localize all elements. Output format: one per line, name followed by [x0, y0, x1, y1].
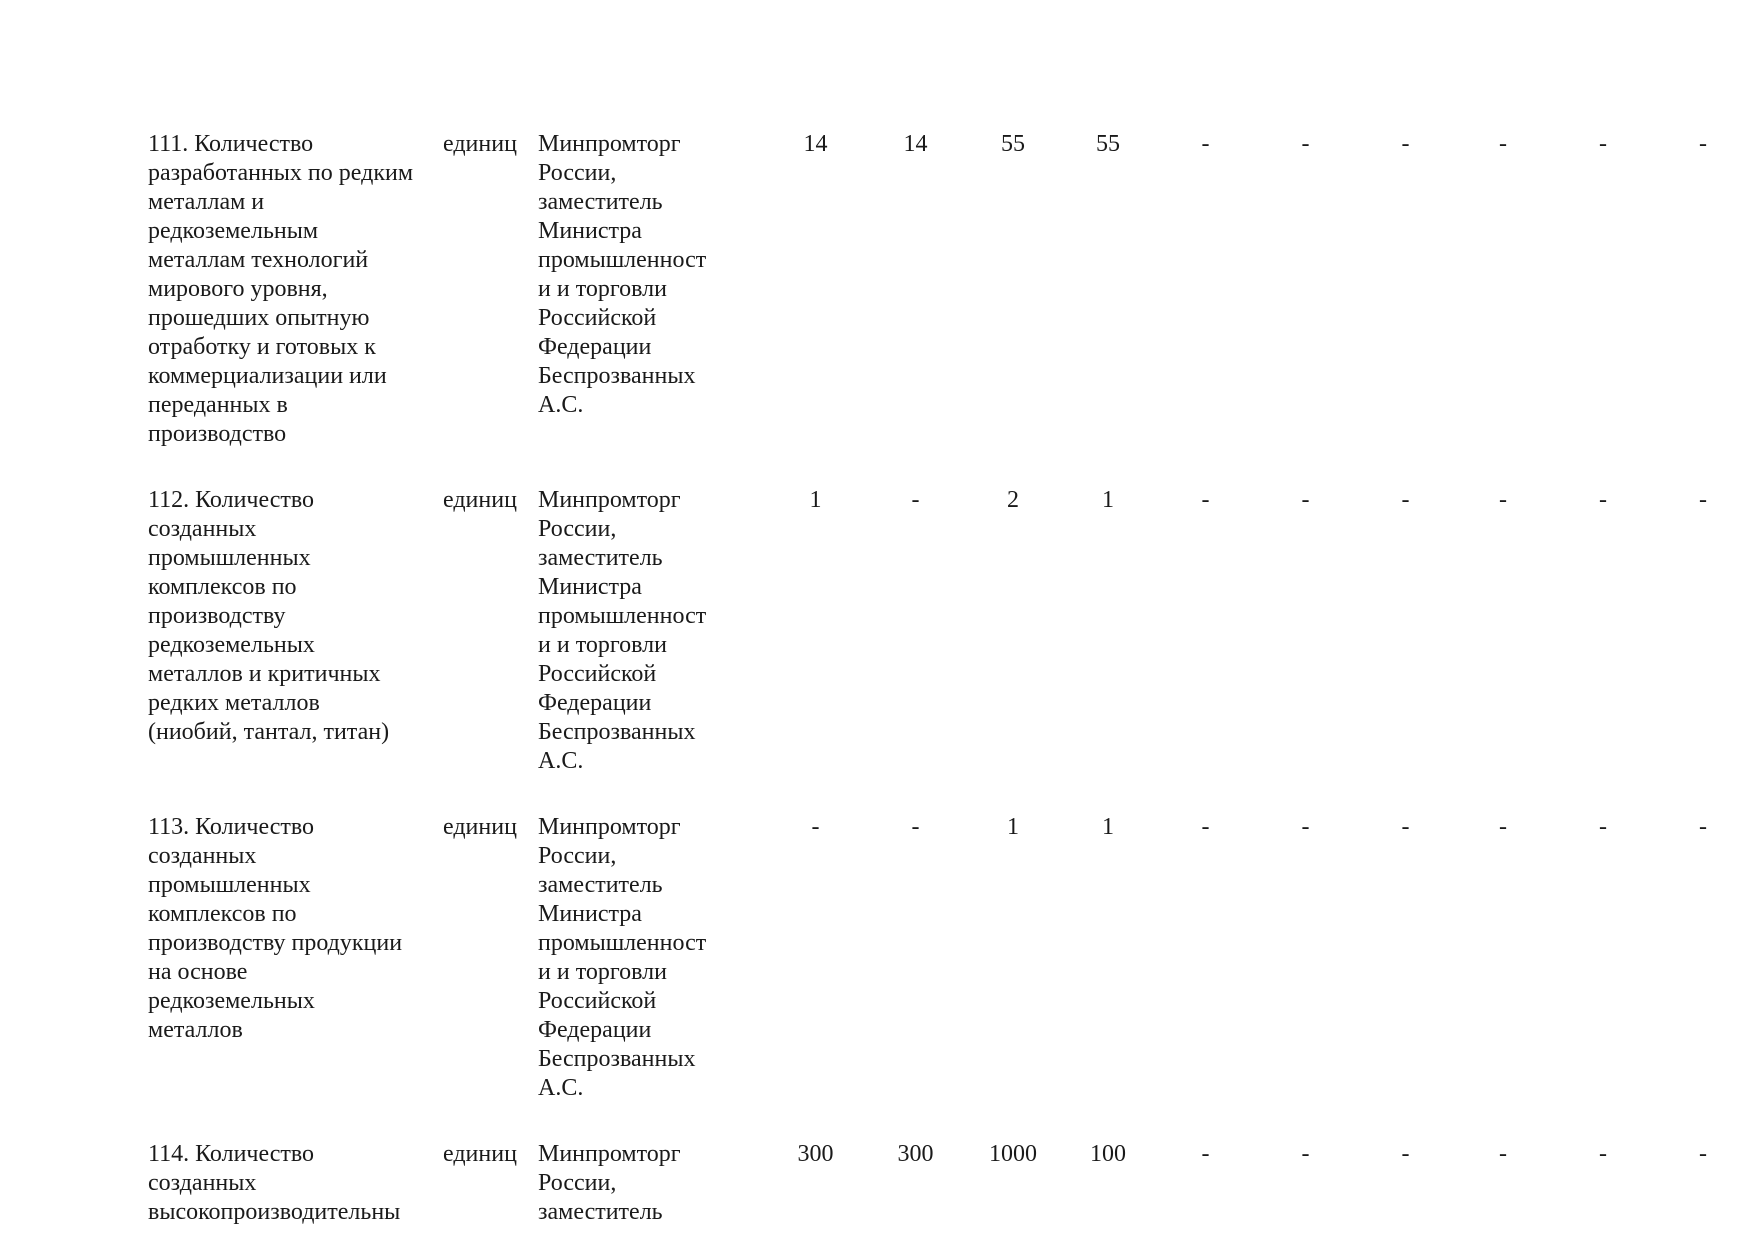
unit-cell [443, 1140, 538, 1227]
value-cell: - [811, 814, 820, 840]
responsible: Минпромторг России, заместитель Министра промышленност и и торговли Российской Федерации Беспрозванных А.С. [538, 487, 707, 774]
value-cell: 1 [1007, 814, 1019, 840]
indicator-name: 113. Количество созданных промышленных комплексов по производству продукции на основе редкоземельных металлов [148, 814, 403, 1043]
responsible-cell [538, 813, 768, 1140]
indicator-name: 112. Количество созданных промышленных комплексов по производству редкоземельных металлов и критичных редких металлов (ниобий, тантал, титан) [148, 487, 390, 745]
value-cell: 1 [809, 487, 822, 513]
responsible-cell [538, 486, 768, 813]
value-cell: 1000 [989, 1141, 1037, 1167]
unit: единиц [443, 814, 517, 840]
unit: единиц [443, 131, 517, 157]
unit-cell [443, 486, 538, 813]
value-cell: - [1201, 1141, 1210, 1167]
value-cell: 14 [803, 131, 828, 157]
value-cell: 55 [1001, 131, 1025, 157]
indicators-table [148, 130, 1753, 1227]
value-cell: - [1599, 1141, 1607, 1167]
value-cell: - [1301, 814, 1310, 840]
value-cell: - [1499, 487, 1507, 513]
value-cell: 1 [1102, 814, 1114, 840]
indicator-name-cell [148, 1140, 443, 1227]
value-cell: - [1201, 487, 1210, 513]
responsible: Минпромторг России, заместитель [538, 1141, 681, 1225]
value-cell: 100 [1090, 1141, 1126, 1167]
unit: единиц [443, 1141, 517, 1167]
value-cell: - [1401, 814, 1410, 840]
unit-cell [443, 130, 538, 486]
table-row [148, 486, 1753, 813]
unit: единиц [443, 487, 517, 513]
value-cell: - [1699, 487, 1707, 513]
indicator-name-cell [148, 813, 443, 1140]
table-row [148, 1140, 1753, 1227]
indicator-name: 114. Количество созданных высокопроизводительны [148, 1141, 401, 1225]
unit-cell [443, 813, 538, 1140]
value-cell: - [1499, 814, 1507, 840]
value-cell: 300 [797, 1141, 834, 1167]
value-cell: - [1699, 1141, 1707, 1167]
value-cell: - [1401, 487, 1410, 513]
table-row [148, 813, 1753, 1140]
value-cell: - [1301, 487, 1310, 513]
value-cell: 2 [1007, 487, 1019, 513]
value-cell: 14 [903, 131, 928, 157]
value-cell: - [911, 487, 920, 513]
responsible: Минпромторг России, заместитель Министра промышленност и и торговли Российской Федерации Беспрозванных А.С. [538, 814, 707, 1101]
value-cell: 55 [1096, 131, 1120, 157]
value-cell: - [1401, 131, 1410, 157]
value-cell: - [1499, 1141, 1507, 1167]
value-cell: - [911, 814, 920, 840]
value-cell: - [1201, 814, 1210, 840]
value-cell: - [1699, 131, 1707, 157]
table-row [148, 130, 1753, 486]
value-cell: 300 [897, 1141, 934, 1167]
indicator-name: 111. Количество разработанных по редким металлам и редкоземельным металлам технологий мирового уровня, прошедших опытную отработку и готовых к коммерциализации или переданных в производство [148, 131, 414, 447]
value-cell: - [1599, 487, 1607, 513]
value-cell: - [1401, 1141, 1410, 1167]
value-cell: - [1499, 131, 1507, 157]
value-cell: - [1201, 131, 1210, 157]
responsible-cell [538, 130, 768, 486]
value-cell: - [1599, 814, 1607, 840]
value-cell: 1 [1102, 487, 1114, 513]
value-cell: - [1599, 131, 1607, 157]
value-cell: - [1699, 814, 1707, 840]
value-cell: - [1301, 1141, 1310, 1167]
value-cell: - [1301, 131, 1310, 157]
responsible-cell [538, 1140, 768, 1227]
indicator-name-cell [148, 486, 443, 813]
indicator-name-cell [148, 130, 443, 486]
responsible: Минпромторг России, заместитель Министра промышленност и и торговли Российской Федерации Беспрозванных А.С. [538, 131, 707, 418]
